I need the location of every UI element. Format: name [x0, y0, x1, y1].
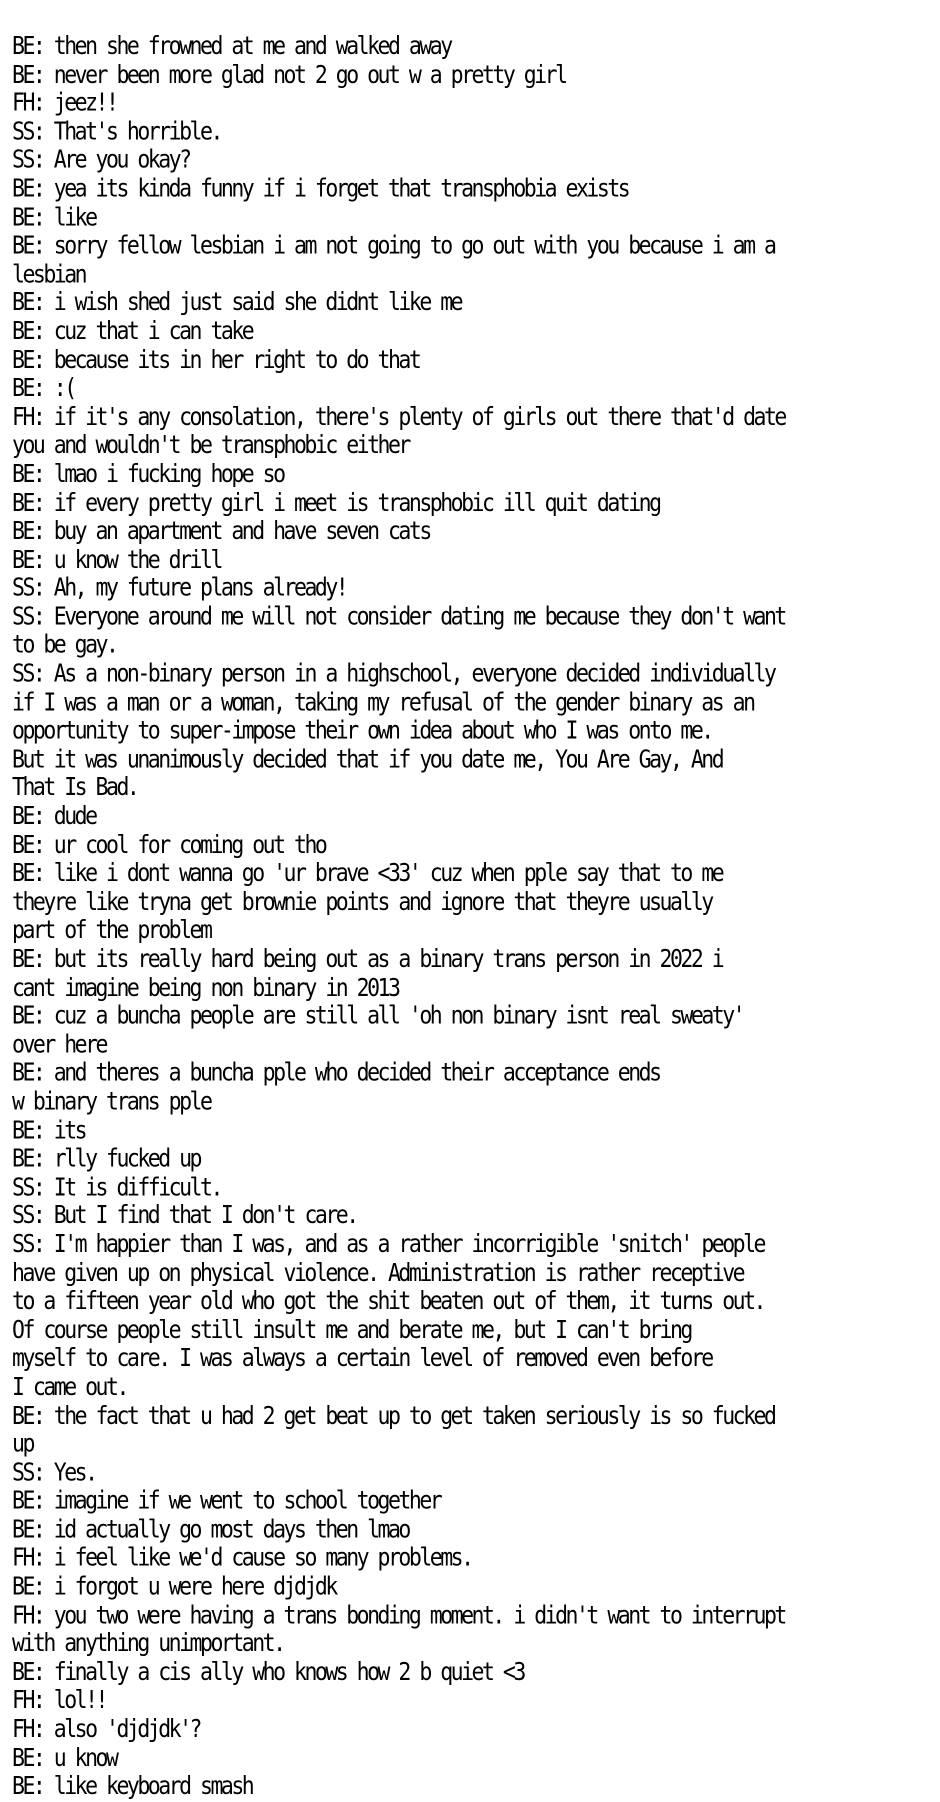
- message-text: buy an apartment and have seven cats: [53, 516, 430, 546]
- chat-message: [12, 1146, 930, 1175]
- speaker-separator: :: [32, 1715, 54, 1745]
- speaker-label: BE: [12, 231, 33, 261]
- speaker-label: BE: [12, 1115, 33, 1145]
- speaker-label: FH: [12, 88, 33, 118]
- chat-message: [12, 62, 930, 91]
- speaker-label: BE: [12, 317, 33, 347]
- message-text: finally a cis ally who knows how 2 b quiet <3: [53, 1657, 524, 1687]
- speaker-label: SS: [12, 602, 33, 632]
- speaker-label: BE: [12, 516, 33, 546]
- speaker-separator: :: [32, 1144, 54, 1174]
- speaker-label: FH: [12, 1543, 33, 1573]
- speaker-separator: :: [32, 88, 54, 118]
- chat-message: [12, 176, 930, 205]
- chat-message: [12, 946, 930, 1003]
- chat-message: [12, 90, 930, 119]
- speaker-separator: :: [32, 1230, 54, 1260]
- chat-message: [12, 547, 930, 576]
- speaker-separator: :: [32, 1115, 54, 1145]
- message-text: cuz a buncha people are still all 'oh non binary isnt real sweaty' over here: [12, 1001, 744, 1060]
- speaker-separator: :: [32, 1515, 54, 1545]
- message-text: if every pretty girl i meet is transphobic ill quit dating: [53, 488, 660, 518]
- speaker-label: BE: [12, 1743, 33, 1773]
- speaker-separator: :: [32, 859, 54, 889]
- speaker-label: SS: [12, 659, 33, 689]
- chat-message: [12, 518, 930, 547]
- speaker-label: FH: [12, 1686, 33, 1716]
- speaker-label: BE: [12, 345, 33, 375]
- speaker-label: SS: [12, 1458, 33, 1488]
- speaker-label: SS: [12, 145, 33, 175]
- chat-message: [12, 1003, 930, 1060]
- speaker-label: BE: [12, 1657, 33, 1687]
- chat-message: [12, 233, 930, 290]
- chat-message: [12, 1716, 930, 1745]
- message-text: like: [53, 203, 96, 233]
- chat-message: [12, 119, 930, 148]
- message-text: dude: [53, 802, 96, 832]
- speaker-label: SS: [12, 1172, 33, 1202]
- message-text: i forgot u were here djdjdk: [53, 1572, 336, 1602]
- message-text: and theres a buncha pple who decided their acceptance ends w binary trans pple: [12, 1058, 660, 1117]
- speaker-separator: :: [32, 1572, 54, 1602]
- chat-message: [12, 1659, 930, 1688]
- speaker-label: FH: [12, 402, 33, 432]
- chat-message: [12, 1745, 930, 1774]
- speaker-label: BE: [12, 1001, 33, 1031]
- chat-message: [12, 290, 930, 319]
- speaker-separator: :: [32, 1458, 54, 1488]
- speaker-separator: :: [32, 516, 54, 546]
- speaker-label: BE: [12, 802, 33, 832]
- speaker-label: BE: [12, 1515, 33, 1545]
- speaker-separator: :: [32, 602, 54, 632]
- speaker-separator: :: [32, 1772, 54, 1802]
- speaker-separator: :: [32, 117, 54, 147]
- speaker-label: BE: [12, 1401, 33, 1431]
- chat-message: [12, 832, 930, 861]
- speaker-separator: :: [32, 545, 54, 575]
- speaker-separator: :: [32, 1600, 54, 1630]
- speaker-separator: :: [32, 1401, 54, 1431]
- chat-message: [12, 1574, 930, 1603]
- message-text: like keyboard smash: [53, 1772, 253, 1802]
- chat-message: [12, 1203, 930, 1232]
- chat-message: [12, 1174, 930, 1203]
- message-text: As a non-binary person in a highschool, everyone decided individually if I was a man or a woman, taking my refusal of the gender binary as an opportunity to super-impose their own idea about who I was onto me. But it was unanimously decided that if you date me, You Are Gay, And That Is Bad.: [12, 659, 775, 803]
- speaker-label: BE: [12, 459, 33, 489]
- chat-message: [12, 860, 930, 946]
- chat-message: [12, 575, 930, 604]
- speaker-label: FH: [12, 1715, 33, 1745]
- speaker-label: SS: [12, 1201, 33, 1231]
- message-text: :(: [53, 374, 75, 404]
- speaker-label: BE: [12, 31, 33, 61]
- speaker-separator: :: [32, 288, 54, 318]
- speaker-separator: :: [32, 659, 54, 689]
- chat-message: [12, 1488, 930, 1517]
- message-text: then she frowned at me and walked away: [53, 31, 451, 61]
- speaker-separator: :: [32, 60, 54, 90]
- message-text: you two were having a trans bonding moment. i didn't want to interrupt with anything unimportant.: [12, 1600, 785, 1659]
- message-text: lmao i fucking hope so: [53, 459, 284, 489]
- message-text: lol!!: [53, 1686, 107, 1716]
- message-text: but its really hard being out as a binary trans person in 2022 i cant imagine being non binary in 2013: [12, 944, 723, 1003]
- message-text: jeez!!: [53, 88, 117, 118]
- chat-message: [12, 1060, 930, 1117]
- speaker-label: BE: [12, 1486, 33, 1516]
- speaker-separator: :: [32, 1486, 54, 1516]
- speaker-label: BE: [12, 60, 33, 90]
- chat-message: [12, 33, 930, 62]
- message-text: That's horrible.: [53, 117, 221, 147]
- speaker-label: SS: [12, 1230, 33, 1260]
- chat-message: [12, 147, 930, 176]
- speaker-separator: :: [32, 488, 54, 518]
- chat-message: [12, 1516, 930, 1545]
- speaker-label: BE: [12, 203, 33, 233]
- chat-message: [12, 461, 930, 490]
- speaker-separator: :: [32, 1543, 54, 1573]
- message-text: also 'djdjdk'?: [53, 1715, 200, 1745]
- chat-message: [12, 375, 930, 404]
- speaker-label: BE: [12, 1772, 33, 1802]
- speaker-separator: :: [32, 1743, 54, 1773]
- message-text: because its in her right to do that: [53, 345, 420, 375]
- speaker-separator: :: [32, 231, 54, 261]
- speaker-separator: :: [32, 174, 54, 204]
- speaker-label: BE: [12, 174, 33, 204]
- speaker-label: SS: [12, 573, 33, 603]
- speaker-separator: :: [32, 830, 54, 860]
- message-text: But I find that I don't care.: [53, 1201, 357, 1231]
- message-text: yea its kinda funny if i forget that transphobia exists: [53, 174, 629, 204]
- message-text: imagine if we went to school together: [53, 1486, 441, 1516]
- message-text: Are you okay?: [53, 145, 190, 175]
- speaker-label: BE: [12, 859, 33, 889]
- speaker-label: BE: [12, 944, 33, 974]
- chat-message: [12, 1459, 930, 1488]
- message-text: I'm happier than I was, and as a rather incorrigible 'snitch' people have given up on physical violence. Administration is rather receptive to a fifteen year old who got the shit beaten out of them, it turns out. Of course people still insult me and berate me, but I can't bring myself to care. I was always a certain level of removed even before I came out.: [12, 1230, 764, 1402]
- message-text: cuz that i can take: [53, 317, 253, 347]
- speaker-separator: :: [32, 402, 54, 432]
- message-text: Everyone around me will not consider dating me because they don't want to be gay.: [12, 602, 785, 660]
- speaker-label: BE: [12, 545, 33, 575]
- speaker-label: BE: [12, 1572, 33, 1602]
- chat-message: [12, 1602, 930, 1659]
- speaker-label: SS: [12, 117, 33, 147]
- chat-message: [12, 1117, 930, 1146]
- message-text: its: [53, 1115, 86, 1145]
- message-text: like i dont wanna go 'ur brave <33' cuz when pple say that to me theyre like tryna get brownie points and ignore that theyre usually part of the problem: [12, 859, 723, 946]
- speaker-label: BE: [12, 830, 33, 860]
- speaker-separator: :: [32, 1657, 54, 1687]
- message-text: if it's any consolation, there's plenty of girls out there that'd date you and wouldn't be transphobic either: [12, 402, 785, 461]
- speaker-label: FH: [12, 1600, 33, 1630]
- chat-message: [12, 661, 930, 804]
- message-text: Ah, my future plans already!: [53, 573, 347, 603]
- speaker-separator: :: [32, 1172, 54, 1202]
- speaker-separator: :: [32, 203, 54, 233]
- message-text: Yes.: [53, 1458, 96, 1488]
- speaker-separator: :: [32, 345, 54, 375]
- message-text: u know: [53, 1743, 117, 1773]
- speaker-separator: :: [32, 1686, 54, 1716]
- message-text: rlly fucked up: [53, 1144, 200, 1174]
- chat-message: [12, 204, 930, 233]
- message-text: never been more glad not 2 go out w a pretty girl: [53, 60, 566, 90]
- message-text: i feel like we'd cause so many problems.: [53, 1543, 472, 1573]
- chat-message: [12, 1773, 930, 1802]
- speaker-separator: :: [32, 1058, 54, 1088]
- message-text: the fact that u had 2 get beat up to get taken seriously is so fucked up: [12, 1401, 775, 1459]
- chat-message: [12, 1688, 930, 1717]
- speaker-separator: :: [32, 573, 54, 603]
- chat-log: [12, 33, 930, 1802]
- message-text: sorry fellow lesbian i am not going to go out with you because i am a lesbian: [12, 231, 775, 290]
- message-text: ur cool for coming out tho: [53, 830, 326, 860]
- speaker-separator: :: [32, 802, 54, 832]
- chat-message: [12, 604, 930, 661]
- message-text: id actually go most days then lmao: [53, 1515, 409, 1545]
- speaker-separator: :: [32, 31, 54, 61]
- chat-message: [12, 347, 930, 376]
- speaker-label: BE: [12, 374, 33, 404]
- message-text: It is difficult.: [53, 1172, 221, 1202]
- speaker-label: BE: [12, 488, 33, 518]
- speaker-separator: :: [32, 317, 54, 347]
- speaker-separator: :: [32, 374, 54, 404]
- chat-message: [12, 1545, 930, 1574]
- speaker-label: BE: [12, 288, 33, 318]
- chat-message: [12, 1402, 930, 1459]
- speaker-separator: :: [32, 459, 54, 489]
- chat-message: [12, 803, 930, 832]
- speaker-separator: :: [32, 145, 54, 175]
- chat-message: [12, 489, 930, 518]
- chat-message: [12, 318, 930, 347]
- speaker-separator: :: [32, 944, 54, 974]
- speaker-label: BE: [12, 1058, 33, 1088]
- chat-message: [12, 1231, 930, 1402]
- speaker-separator: :: [32, 1001, 54, 1031]
- speaker-label: BE: [12, 1144, 33, 1174]
- message-text: i wish shed just said she didnt like me: [53, 288, 462, 318]
- message-text: u know the drill: [53, 545, 221, 575]
- speaker-separator: :: [32, 1201, 54, 1231]
- chat-message: [12, 404, 930, 461]
